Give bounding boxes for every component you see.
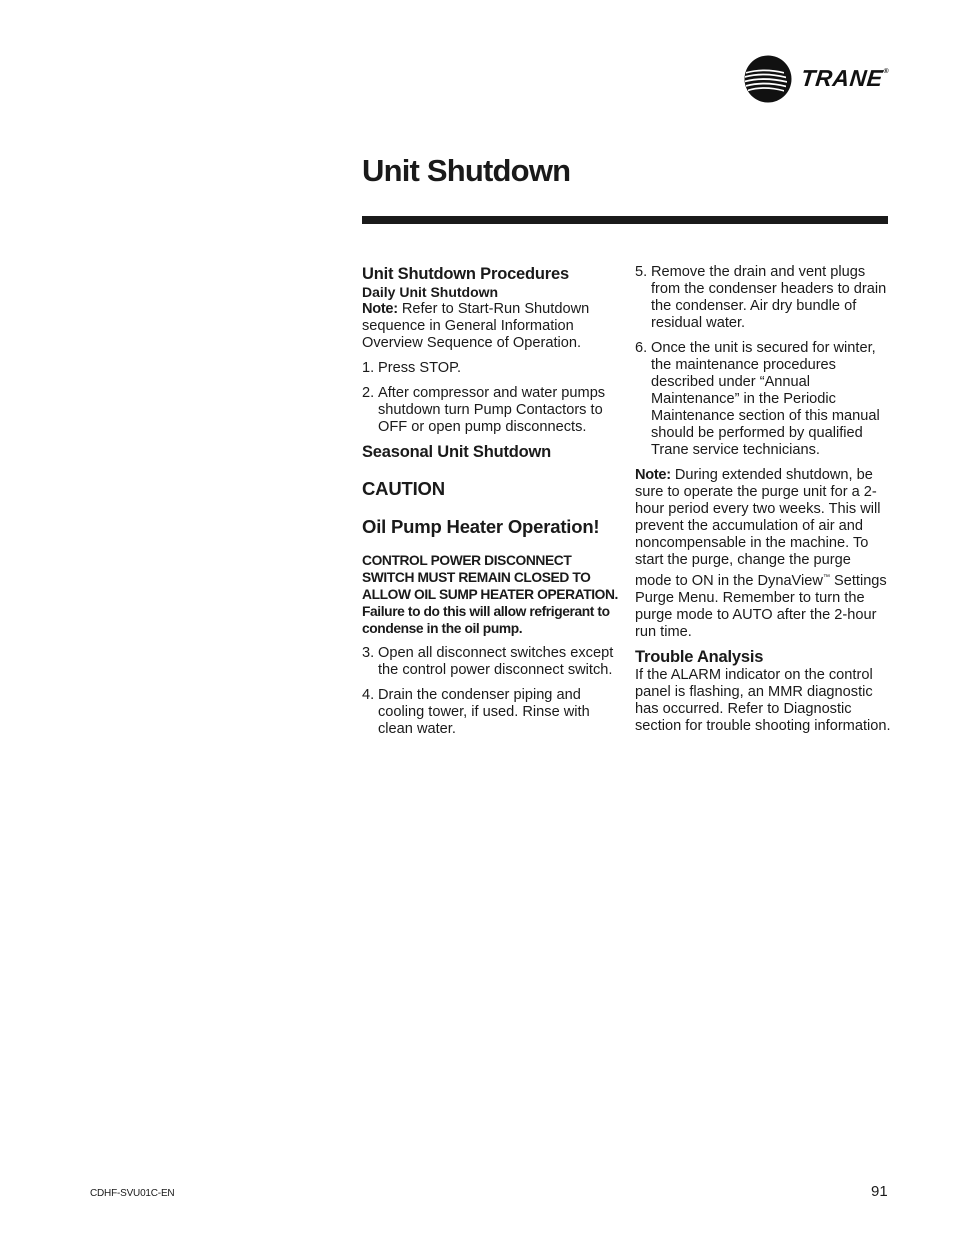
page-number: 91 xyxy=(871,1183,888,1200)
step-text: Open all disconnect switches except the control power disconnect switch. xyxy=(378,645,614,678)
step-number: 5. xyxy=(635,264,648,280)
list-item xyxy=(635,264,891,332)
trouble-analysis-heading: Trouble Analysis xyxy=(635,647,764,666)
title-rule xyxy=(362,216,888,224)
note-label: Note: xyxy=(635,467,671,483)
trademark-mark: ™ xyxy=(822,574,830,581)
step-text: After compressor and water pumps shutdown turn Pump Contactors to OFF or open pump disconnects. xyxy=(378,385,606,435)
note-label: Note: xyxy=(362,301,398,317)
step-number: 6. xyxy=(635,340,648,356)
caution-title: Oil Pump Heater Operation! xyxy=(362,516,600,537)
note-text: Refer to Start-Run Shutdown sequence in General Information Overview Sequence of Operation. xyxy=(362,301,590,351)
step-text: Drain the condenser piping and cooling tower, if used. Rinse with clean water. xyxy=(378,687,590,737)
caution-warning-text: CONTROL POWER DISCONNECT SWITCH MUST REMAIN CLOSED TO ALLOW OIL SUMP HEATER OPERATION. Failure to do this will allow refrigerant to condense in the oil pump. xyxy=(362,553,618,636)
page-title: Unit Shutdown xyxy=(362,153,571,188)
left-column xyxy=(362,264,618,746)
note-text: During extended shutdown, be sure to operate the purge unit for a 2-hour period every two weeks. This will prevent the accumulation of air and noncompensable in the machine. To start the purge, change the purge mode to ON in the DynaView xyxy=(635,467,881,589)
step-text: Press STOP. xyxy=(378,360,462,376)
daily-note xyxy=(362,301,618,352)
document-code: CDHF-SVU01C-EN xyxy=(90,1188,175,1199)
daily-shutdown-subheading: Daily Unit Shutdown xyxy=(362,284,499,300)
list-item xyxy=(362,360,618,377)
trane-logo xyxy=(744,55,894,103)
list-item xyxy=(362,687,618,738)
step-number: 1. xyxy=(362,360,375,376)
right-column xyxy=(635,264,891,735)
procedures-heading: Unit Shutdown Procedures xyxy=(362,265,569,283)
step-number: 2. xyxy=(362,385,375,401)
step-number: 3. xyxy=(362,645,375,661)
step-text: Once the unit is secured for winter, the maintenance procedures described under “Annual Maintenance” in the Periodic Maintenance section of this manual should be performed by qualified Trane service technicians. xyxy=(651,340,880,458)
caution-label: CAUTION xyxy=(362,478,445,499)
list-item xyxy=(635,340,891,459)
trane-logo-mark-icon xyxy=(744,55,792,103)
step-number: 4. xyxy=(362,687,375,703)
extended-shutdown-note xyxy=(635,467,891,641)
logo-wordmark: TRANE® xyxy=(799,65,890,91)
list-item xyxy=(362,645,618,679)
note-text-continued: Settings Purge Menu. Remember to turn the purge mode to AUTO after the 2-hour run time. xyxy=(635,572,887,640)
list-item xyxy=(362,385,618,436)
trouble-analysis-text: If the ALARM indicator on the control panel is flashing, an MMR diagnostic has occurred. Refer to Diagnostic section for trouble shooting information. xyxy=(635,666,891,734)
step-text: Remove the drain and vent plugs from the condenser headers to drain the condenser. Air dry bundle of residual water. xyxy=(651,264,887,331)
seasonal-shutdown-heading: Seasonal Unit Shutdown xyxy=(362,443,552,461)
